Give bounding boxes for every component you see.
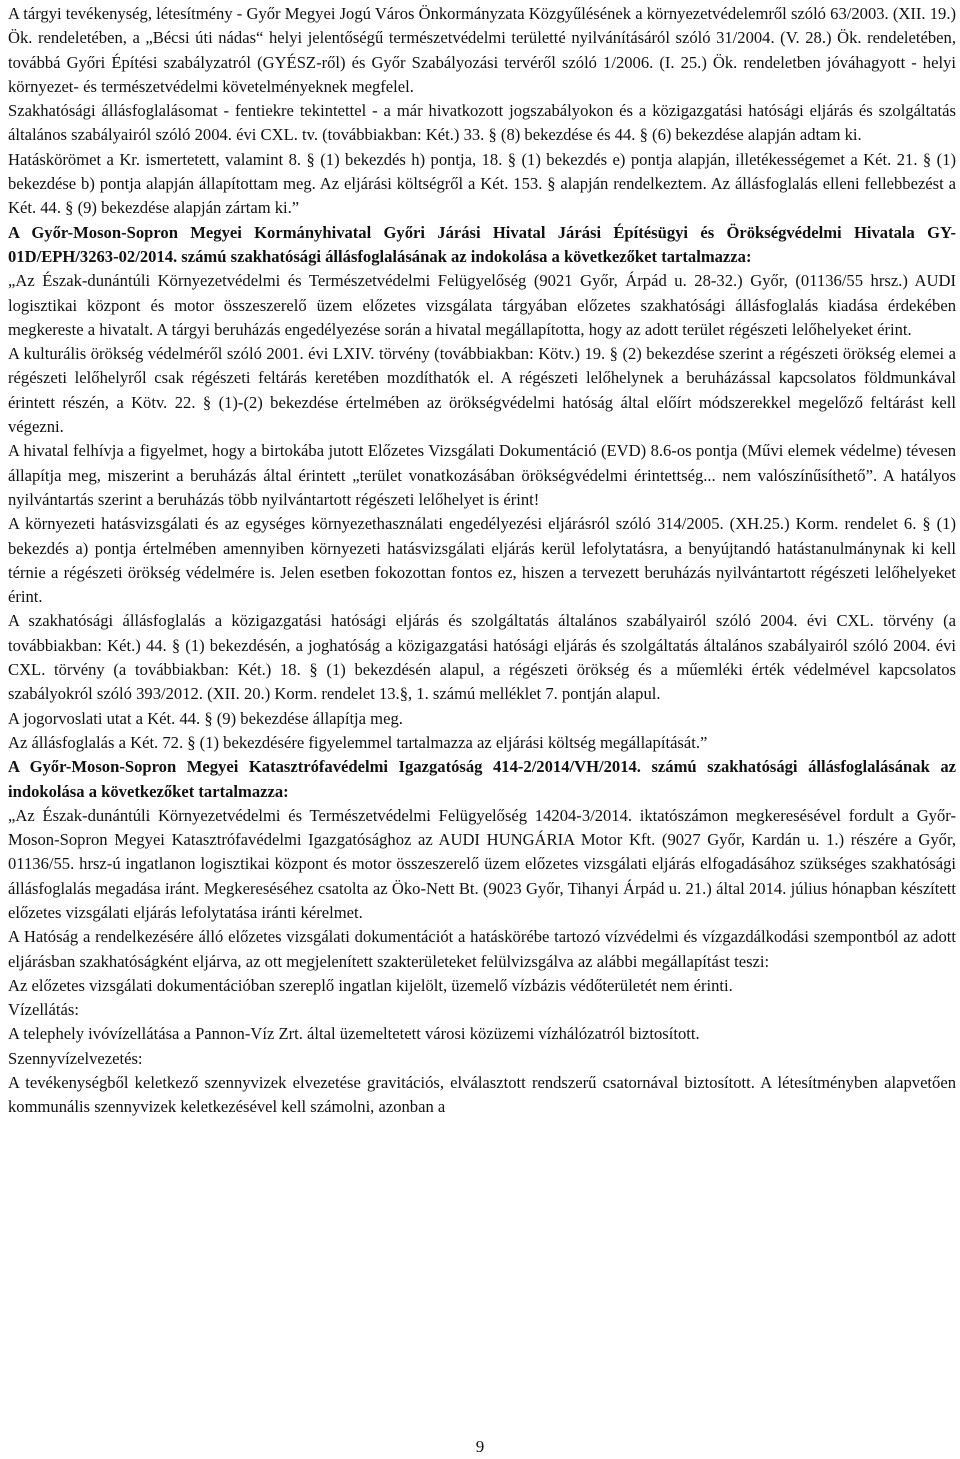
- paragraph-impact-assessment: A környezeti hatásvizsgálati és az egységes környezethasználati engedélyezési eljárásról szóló 314/2005. (XH.25.) Korm. rendelet 6. § (1) bekezdés a) pontja értelmében amennyiben környezeti hatásvizsgálati eljárás kerül lefolytatásra, a benyújtandó hatástanulmánynak ki kell térnie a régészeti örökség védelmére is. Jelen esetben fokozottan fontos ez, hiszen a tervezett beruházás nyilvántartott régészeti lelőhelyeket érint.: [8, 514, 956, 607]
- paragraph-sewage: A tevékenységből keletkező szennyvizek elvezetése gravitációs, elválasztott rendszerű csatornával biztosított. A létesítményben alapvetően kommunális szennyvizek keletkezésével kell számolni, azonban a: [8, 1073, 956, 1117]
- paragraph-disaster-request: „Az Észak-dunántúli Környezetvédelmi és Természetvédelmi Felügyelőség 14204-3/2014. iktatószámon megkeresésével fordult a Győr-Moson-Sopron Megyei Katasztrófavédelmi Igazgatósághoz az AUDI HUNGÁRIA Motor Kft. (9027 Győr, Kardán u. 1.) részére a Győr, 01136/55. hrsz-ú ingatlanon logisztikai központ és motor összeszerelő üzem előzetes vizsgálati eljárás elfogadásához szükséges szakhatósági állásfoglalás megadása iránt. Megkereséséhez csatolta az Öko-Nett Bt. (9023 Győr, Tihanyi Árpád u. 21.) által 2014. július hónapban készített előzetes vizsgálati eljárás lefolytatása iránti kérelmet.: [8, 805, 956, 922]
- paragraph-water-supply: A telephely ivóvízellátása a Pannon-Víz Zrt. által üzemeltetett városi közüzemi vízhálózatról biztosított.: [8, 1024, 700, 1044]
- paragraph-inspectorate-request: „Az Észak-dunántúli Környezetvédelmi és Természetvédelmi Felügyelőség (9021 Győr, Árpád u. 28-32.) Győr, (01136/55 hrsz.) AUDI logisztikai központ és motor összeszerelő üzem előzetes vizsgálata tárgyában előzetes szakhatósági állásfoglalás kiadása érdekében megkereste a hivatalt. A tárgyi beruházás engedélyezése során a hivatal megállapította, hogy az adott terület régészeti lelőhelyeket érint.: [8, 271, 956, 339]
- page-number: 9: [475, 1437, 485, 1456]
- document-body: [8, 2, 956, 1120]
- paragraph-heritage-law: A kulturális örökség védelméről szóló 2001. évi LXIV. törvény (továbbiakban: Kötv.) 19. § (2) bekezdése szerint a régészeti örökség elemei a régészeti lelőhelyről csak régészeti feltárás keretében mozdíthatók el. A régészeti lelőhelynek a beruházással kapcsolatos földmunkával érintett részén, a Kötv. 22. § (1)-(2) bekezdése értelmében az örökségvédelmi hatóság által előírt módszerekkel megelőző feltárást kell végezni.: [8, 344, 956, 437]
- label-water-supply: Vízellátás:: [8, 1000, 79, 1020]
- paragraph-legal-basis: A szakhatósági állásfoglalás a közigazgatási hatósági eljárás és szolgáltatás általános szabályairól szóló 2004. évi CXL. törvény (a továbbiakban: Két.) 44. § (1) bekezdésén, a joghatóság a közigazgatási hatósági eljárás és szolgáltatás általános szabályairól szóló 2004. évi CXL. törvény (a továbbiakban: Két.) 18. § (1) bekezdésén alapul, a régészeti örökség és a műemléki érték védelmével kapcsolatos szabályokról szóló 393/2012. (XII. 20.) Korm. rendelet 13.§, 1. számú melléklet 7. pontján alapul.: [8, 611, 956, 704]
- paragraph-local-regulations: A tárgyi tevékenység, létesítmény - Győr Megyei Jogú Város Önkormányzata Közgyűlésének a környezetvédelemről szóló 63/2003. (XII. 19.) Ök. rendeletében, a „Bécsi úti nádas“ helyi jelentőségű természetvédelmi területté nyilvánításáról szóló 31/2004. (V. 28.) Ök. rendeletében, továbbá Győri Építési szabályzatról (GYÉSZ-ről) és Győr Szabályozási tervéről szóló 1/2006. (I. 25.) Ök. rendeletben jóváhagyott - helyi környezet- és természetvédelmi követelményeknek megfelel.: [8, 4, 956, 96]
- paragraph-costs: Az állásfoglalás a Két. 72. § (1) bekezdésére figyelemmel tartalmazza az eljárási költség megállapítását.”: [8, 732, 708, 752]
- paragraph-basis: Szakhatósági állásfoglalásomat - fentiekre tekintettel - a már hivatkozott jogszabályokon és a közigazgatási hatósági eljárás és szolgáltatás általános szabályairól szóló 2004. évi CXL. tv. (továbbiakban: Két.) 33. § (8) bekezdése és 44. § (6) bekezdése alapján adtam ki.: [8, 101, 956, 145]
- label-sewage: Szennyvízelvezetés:: [8, 1048, 143, 1068]
- heading-disaster-management-justification: A Győr-Moson-Sopron Megyei Katasztrófavédelmi Igazgatóság 414-2/2014/VH/2014. számú szakhatósági állásfoglalásának az indokolása a következőket tartalmazza:: [8, 757, 956, 801]
- paragraph-competence: Hatáskörömet a Kr. ismertetett, valamint 8. § (1) bekezdés h) pontja, 18. § (1) bekezdés e) pontja alapján, illetékességemet a Két. 21. § (1) bekezdése b) pontja alapján állapítottam meg. Az eljárási költségről a Két. 153. § alapján rendelkeztem. Az állásfoglalás elleni fellebbezést a Két. 44. § (9) bekezdése alapján zártam ki.”: [8, 149, 956, 218]
- paragraph-water-base: Az előzetes vizsgálati dokumentációban szereplő ingatlan kijelölt, üzemelő vízbázis védőterületét nem érinti.: [8, 975, 733, 995]
- paragraph-authority-review: A Hatóság a rendelkezésére álló előzetes vizsgálati dokumentációt a hatáskörébe tartozó vízvédelmi és vízgazdálkodási szempontból az adott eljárásban szakhatóságként eljárva, az ott megjelenített szakterületeket felülvizsgálva az alábbi megállapítást teszi:: [8, 927, 956, 971]
- paragraph-remedy: A jogorvoslati utat a Két. 44. § (9) bekezdése állapítja meg.: [8, 708, 403, 728]
- heading-building-office-justification: A Győr-Moson-Sopron Megyei Kormányhivatal Győri Járási Hivatal Járási Építésügyi és Örökségvédelmi Hivatala GY-01D/EPH/3263-02/2014. számú szakhatósági állásfoglalásának az indokolása a következőket tartalmazza:: [8, 222, 956, 266]
- paragraph-evd-notice: A hivatal felhívja a figyelmet, hogy a birtokába jutott Előzetes Vizsgálati Dokumentáció (EVD) 8.6-os pontja (Művi elemek védelme) tévesen állapítja meg, miszerint a beruházás által érintett „terület vonatkozásában örökségvédelmi érintettség... nem valószínűsíthető”. A hatályos nyilvántartás szerint a beruházás több nyilvántartott régészeti lelőhelyet is érint!: [8, 441, 956, 509]
